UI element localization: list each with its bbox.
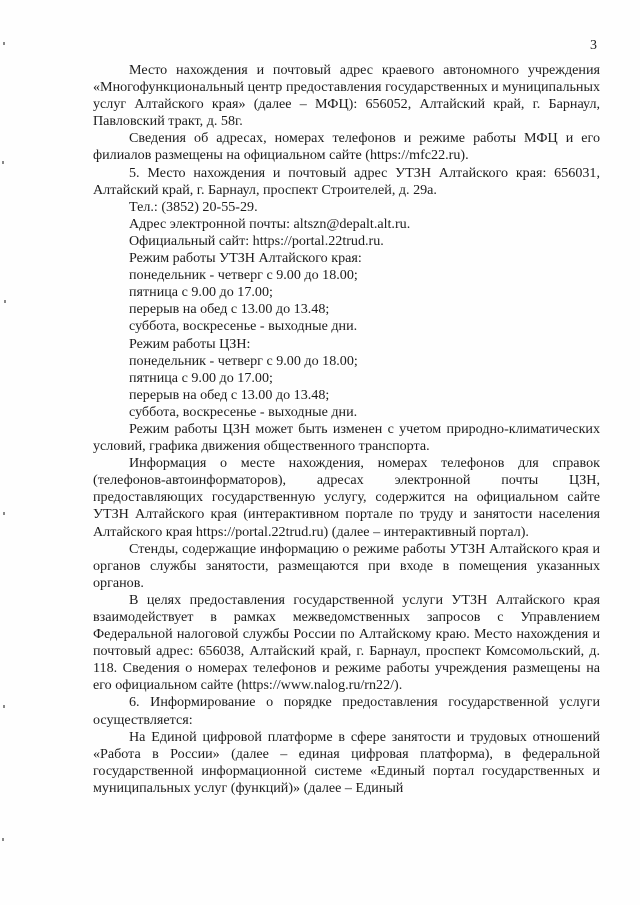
mfc-website-paragraph: Сведения об адресах, номерах телефонов и режиме работы МФЦ и его филиалов размещены на официальном сайте (https://mfc22.ru). xyxy=(93,130,600,164)
mfc-address-paragraph: Место нахождения и почтовый адрес краевого автономного учреждения «Многофункциональный центр предоставления государственных и муниципальных услуг Алтайского края» (далее – МФЦ): 656052, Алтайский край, г. Барнаул, Павловский тракт, д. 58г. xyxy=(93,62,600,130)
digital-platform-paragraph: На Единой цифровой платформе в сфере занятости и трудовых отношений «Работа в России» (далее – единая цифровая платформа), в федеральной государственной информационной системе «Единый портал государственных и муниципальных услуг (функций)» (далее – Единый xyxy=(93,728,600,796)
czn-schedule-weekdays: понедельник - четверг с 9.00 до 18.00; xyxy=(129,352,358,369)
website-line: Официальный сайт: https://portal.22trud.ru. xyxy=(129,232,384,249)
section-6-heading: 6. Информирование о порядке предоставления государственной услуги осуществляется: xyxy=(93,694,600,728)
scan-mark xyxy=(3,42,5,45)
czn-schedule-heading: Режим работы ЦЗН: xyxy=(129,335,251,352)
page-number: 3 xyxy=(590,38,597,53)
czn-schedule-friday: пятница с 9.00 до 17.00; xyxy=(129,369,273,386)
utzn-schedule-heading: Режим работы УТЗН Алтайского края: xyxy=(129,250,362,267)
utzn-schedule-weekend: суббота, воскресенье - выходные дни. xyxy=(129,318,358,335)
czn-schedule-change-paragraph: Режим работы ЦЗН может быть изменен с учетом природно-климатических условий, графика движения общественного транспорта. xyxy=(93,420,600,455)
utzn-schedule-lunch: перерыв на обед с 13.00 до 13.48; xyxy=(129,301,330,318)
utzn-address-paragraph: 5. Место нахождения и почтовый адрес УТЗН Алтайского края: 656031, Алтайский край, г. Барнаул, проспект Строителей, д. 29а. xyxy=(93,164,600,198)
scan-mark xyxy=(2,161,4,164)
scan-mark xyxy=(4,300,6,303)
scan-mark xyxy=(3,705,5,708)
czn-schedule-weekend: суббота, воскресенье - выходные дни. xyxy=(129,403,358,420)
scan-mark xyxy=(3,512,5,515)
utzn-schedule-friday: пятница с 9.00 до 17.00; xyxy=(129,284,273,301)
phone-line: Тел.: (3852) 20-55-29. xyxy=(129,198,258,215)
utzn-schedule-weekdays: понедельник - четверг с 9.00 до 18.00; xyxy=(129,267,358,284)
email-line: Адрес электронной почты: altszn@depalt.alt.ru. xyxy=(129,215,411,232)
czn-schedule-lunch: перерыв на обед с 13.00 до 13.48; xyxy=(129,386,330,403)
scan-mark xyxy=(2,838,4,841)
document-body xyxy=(93,62,600,797)
stands-paragraph: Стенды, содержащие информацию о режиме работы УТЗН Алтайского края и органов службы занятости, размещаются при входе в помещения указанных органов. xyxy=(93,540,600,591)
tax-service-paragraph: В целях предоставления государственной услуги УТЗН Алтайского края взаимодействует в рамках межведомственных запросов с Управлением Федеральной налоговой службы России по Алтайскому краю. Место нахождения и почтовый адрес: 656038, Алтайский край, г. Барнаул, проспект Комсомольский, д. 118. Сведения о номерах телефонов и режиме работы учреждения размещены на его официальном сайте (https://www.nalog.ru/rn22/). xyxy=(93,591,600,694)
czn-info-paragraph: Информация о месте нахождения, номерах телефонов для справок (телефонов-автоинформаторов), адресах электронной почты ЦЗН, предоставляющих государственную услугу, содержится на официальном сайте УТЗН Алтайского края (интерактивном портале по труду и занятости населения Алтайского края https://portal.22trud.ru) (далее – интерактивный портал). xyxy=(93,455,600,540)
